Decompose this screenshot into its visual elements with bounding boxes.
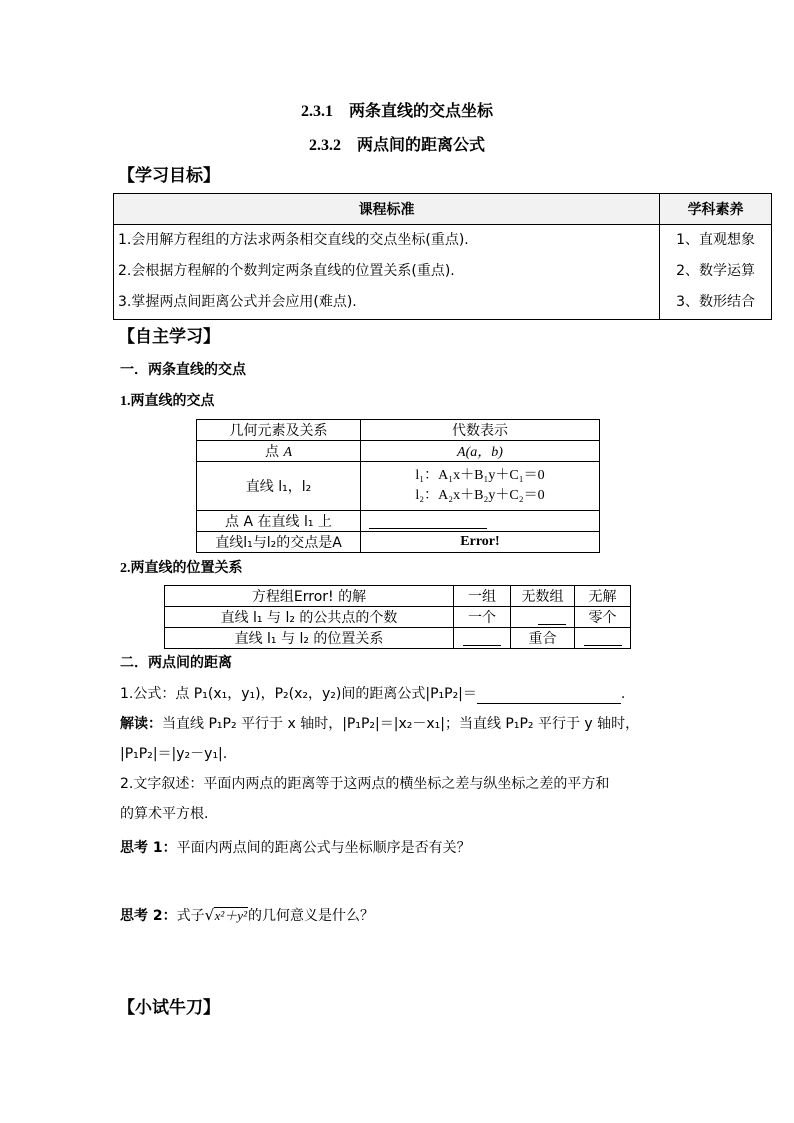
formula-end: . [620, 686, 626, 702]
t2-relation-blank1[interactable] [463, 631, 501, 646]
section-self-study: 【自主学习】 [118, 327, 220, 347]
t1-point-coord: A(a，b) [361, 441, 600, 462]
goal-standard-2: 2.会根据方程解的个数判定两条直线的位置关系(重点). [118, 263, 455, 279]
part1-sub1: 1.两直线的交点 [120, 394, 215, 409]
think2-label: 思考 2： [120, 908, 177, 924]
think1-text: 平面内两点间的距离公式与坐标顺序是否有关？ [176, 840, 471, 856]
goal-standard-1: 1.会用解方程组的方法求两条相交直线的交点坐标(重点). [118, 232, 469, 248]
think1 [120, 838, 471, 858]
position-table [164, 585, 631, 649]
part2-heading: 二．两点间的距离 [120, 655, 232, 671]
t2-relation-label: 直线 l₁ 与 l₂ 的位置关系 [165, 628, 454, 649]
think2 [120, 906, 374, 926]
sqrt-expression [205, 906, 248, 926]
jiedu-line2: |P₁P₂|＝|y₂－y₁|. [120, 746, 228, 762]
formula-text: 1.公式：点 P₁(x₁，y₁)，P₂(x₂，y₂)间的距离公式|P₁P₂|＝ [120, 686, 477, 702]
sqrt-inner: x²＋y² [214, 908, 247, 923]
t1-on-line-label: 点 A 在直线 l₁ 上 [197, 511, 361, 532]
formula-line [120, 684, 625, 704]
think2-post: 的几何意义是什么？ [247, 908, 374, 924]
text-description-2: 的算术平方根. [120, 806, 209, 822]
think2-pre: 式子 [176, 908, 205, 924]
t2-common-one: 一个 [454, 607, 511, 628]
intersection-table [196, 419, 600, 553]
t2-common-blank[interactable] [538, 610, 566, 625]
t2-relation-coincide: 重合 [511, 628, 575, 649]
jiedu-text: 当直线 P₁P₂ 平行于 x 轴时，|P₁P₂|＝|x₂－x₁|；当直线 P₁P₂ 平行于 y 轴时， [162, 716, 640, 732]
t1-point-cell [197, 441, 361, 462]
t1-on-line-blank[interactable] [369, 514, 487, 529]
t2-relation-blank2[interactable] [584, 631, 622, 646]
formula-blank[interactable] [477, 687, 621, 704]
part1-sub2: 2.两直线的位置关系 [120, 561, 243, 576]
t1-point-var: A [283, 445, 292, 460]
title-1: 2.3.1 两条直线的交点坐标 [300, 103, 493, 120]
t1-equation-l1: l₁：A₁x＋B₁y＋C₁＝0 [415, 468, 545, 483]
jiedu-label: 解读： [120, 716, 162, 732]
goals-table [113, 193, 772, 320]
t1-equation-l2: l₂：A₂x＋B₂y＋C₂＝0 [415, 488, 545, 503]
goal-literacy-2: 2、数学运算 [676, 263, 756, 279]
goals-header-standard: 课程标准 [114, 194, 660, 225]
t2-common-points-label: 直线 l₁ 与 l₂ 的公共点的个数 [165, 607, 454, 628]
t1-lines-equations [361, 462, 600, 511]
jiedu-line [120, 714, 639, 734]
t2-header-one: 一组 [454, 586, 511, 607]
think1-label: 思考 1： [120, 840, 177, 856]
t1-header-algebra: 代数表示 [361, 420, 600, 441]
t1-lines-label: 直线 l₁，l₂ [197, 462, 361, 511]
goal-standard-3: 3.掌握两点间距离公式并会应用(难点). [118, 294, 357, 310]
t1-point-prefix: 点 [264, 444, 284, 460]
title-2: 2.3.2 两点间的距离公式 [308, 137, 485, 154]
section-trial: 【小试牛刀】 [118, 998, 220, 1018]
goals-standards-cell [114, 225, 660, 320]
part1-heading: 一．两条直线的交点 [120, 362, 246, 378]
t2-relation-blank1-cell [454, 628, 511, 649]
section-goals: 【学习目标】 [118, 166, 220, 186]
t2-relation-blank2-cell [575, 628, 631, 649]
goals-literacy-cell [660, 225, 772, 320]
t2-common-zero: 零个 [575, 607, 631, 628]
t2-common-blank-cell [511, 607, 575, 628]
t2-header-solution: 方程组Error! 的解 [165, 586, 454, 607]
text-description-1: 2.文字叙述：平面内两点的距离等于这两点的横坐标之差与纵坐标之差的平方和 [120, 776, 610, 792]
goal-literacy-3: 3、数形结合 [676, 294, 756, 310]
goals-header-literacy: 学科素养 [660, 194, 772, 225]
t2-header-none: 无解 [575, 586, 631, 607]
goal-literacy-1: 1、直观想象 [676, 232, 756, 248]
t2-header-infinite: 无数组 [511, 586, 575, 607]
t1-on-line-answer [361, 511, 600, 532]
t1-header-geometry: 几何元素及关系 [197, 420, 361, 441]
t1-intersect-value: Error! [361, 532, 600, 553]
sqrt-sign-icon: √ [204, 906, 215, 924]
t1-intersect-label: 直线l₁与l₂的交点是A [197, 532, 361, 553]
